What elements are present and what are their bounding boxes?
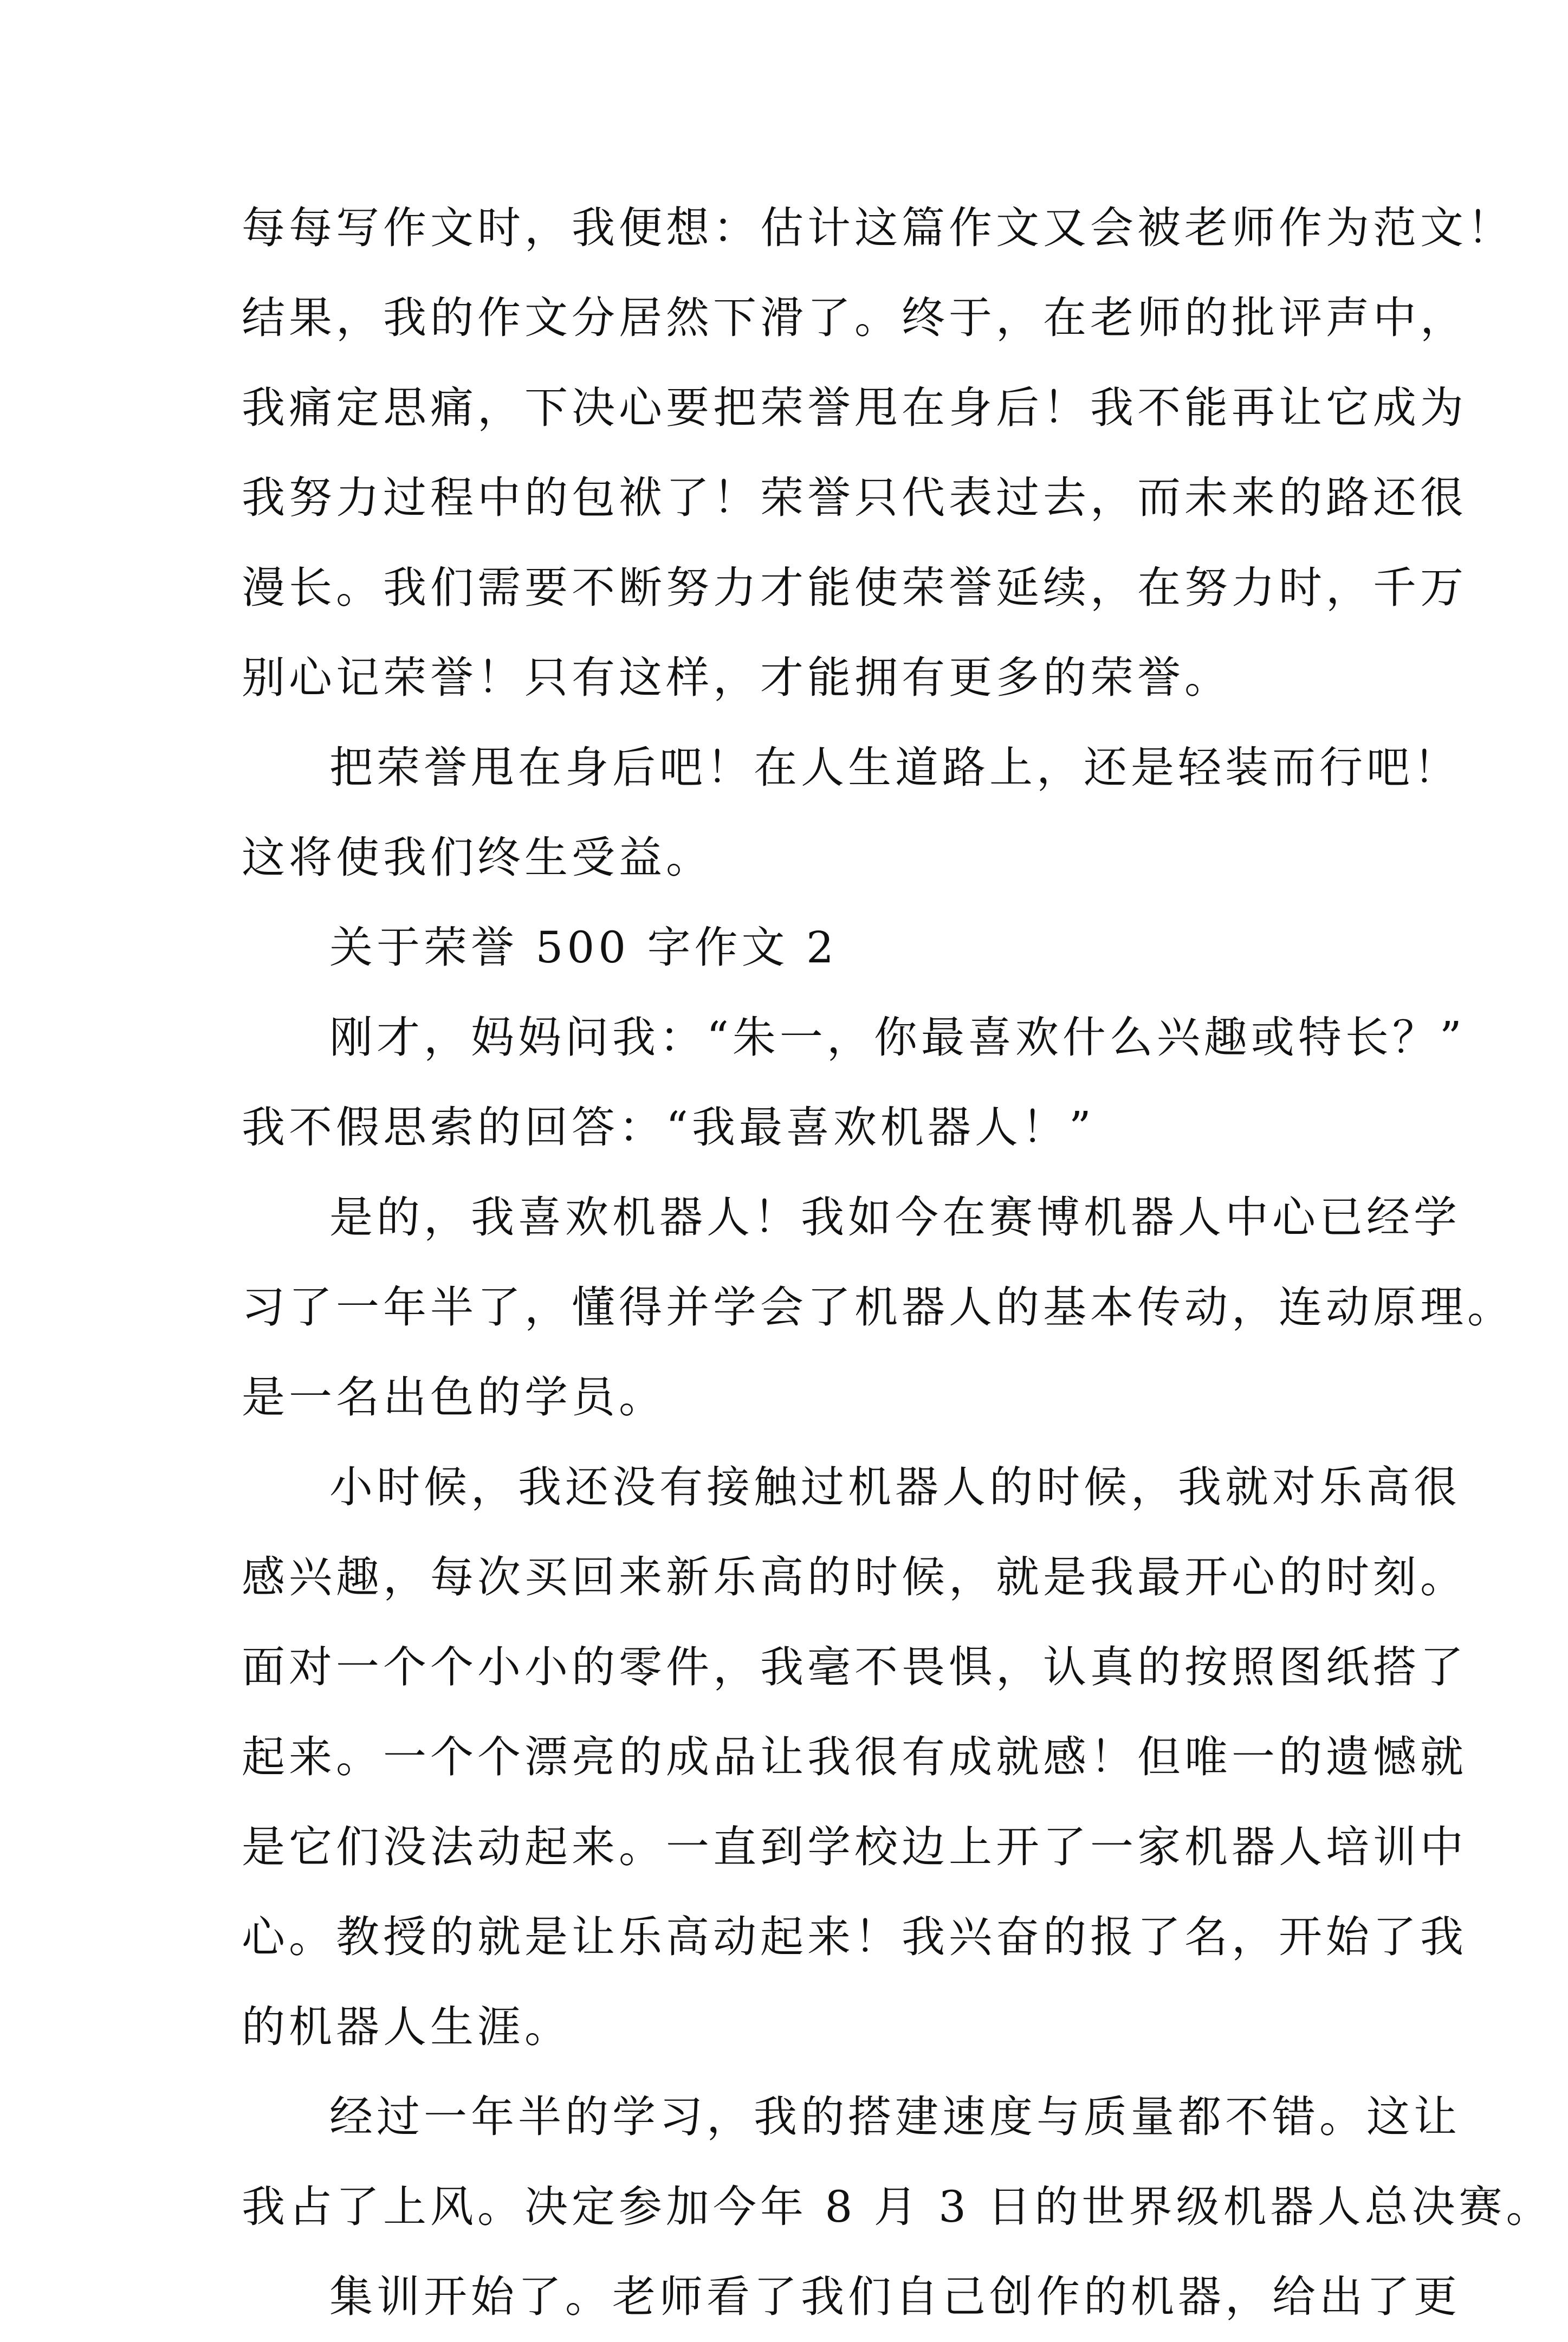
text-line: 感兴趣，每次买回来新乐高的时候，就是我最开心的时刻。 xyxy=(242,1552,1467,1602)
text-line: 我痛定思痛，下决心要把荣誉甩在身后！我不能再让它成为 xyxy=(242,383,1467,433)
text-line: 是它们没法动起来。一直到学校边上开了一家机器人培训中 xyxy=(242,1822,1467,1872)
paragraph-first-line: 关于荣誉 500 字作文 2 xyxy=(329,922,838,973)
text-line: 我占了上风。决定参加今年 8 月 3 日的世界级机器人总决赛。 xyxy=(242,2182,1553,2232)
text-line: 我不假思索的回答：“我最喜欢机器人！” xyxy=(242,1102,1095,1153)
paragraph-first-line: 是的，我喜欢机器人！我如今在赛博机器人中心已经学 xyxy=(329,1192,1461,1243)
paragraph-first-line: 小时候，我还没有接触过机器人的时候，我就对乐高很 xyxy=(329,1462,1461,1512)
paragraph-first-line: 把荣誉甩在身后吧！在人生道路上，还是轻装而行吧！ xyxy=(329,742,1461,793)
paragraph-first-line: 刚才，妈妈问我：“朱一，你最喜欢什么兴趣或特长？” xyxy=(329,1012,1466,1063)
text-line: 结果，我的作文分居然下滑了。终于，在老师的批评声中， xyxy=(242,293,1467,343)
text-line: 漫长。我们需要不断努力才能使荣誉延续，在努力时，千万 xyxy=(242,562,1467,613)
text-line: 习了一年半了，懂得并学会了机器人的基本传动，连动原理。 xyxy=(242,1282,1514,1332)
text-line: 是一名出色的学员。 xyxy=(242,1372,666,1422)
text-line: 别心记荣誉！只有这样，才能拥有更多的荣誉。 xyxy=(242,652,1232,703)
text-line: 这将使我们终生受益。 xyxy=(242,832,713,883)
text-line: 心。教授的就是让乐高动起来！我兴奋的报了名，开始了我 xyxy=(242,1912,1467,1962)
text-line: 每每写作文时，我便想：估计这篇作文又会被老师作为范文！ xyxy=(242,203,1514,253)
paragraph-first-line: 集训开始了。老师看了我们自己创作的机器，给出了更 xyxy=(329,2272,1461,2322)
text-line: 面对一个个小小的零件，我毫不畏惧，认真的按照图纸搭了 xyxy=(242,1642,1467,1692)
text-line: 我努力过程中的包袱了！荣誉只代表过去，而未来的路还很 xyxy=(242,473,1467,523)
paragraph-first-line: 经过一年半的学习，我的搭建速度与质量都不错。这让 xyxy=(329,2092,1461,2142)
text-line: 起来。一个个漂亮的成品让我很有成就感！但唯一的遗憾就 xyxy=(242,1732,1467,1782)
text-line: 的机器人生涯。 xyxy=(242,2002,572,2052)
essay-body xyxy=(242,183,1553,2342)
